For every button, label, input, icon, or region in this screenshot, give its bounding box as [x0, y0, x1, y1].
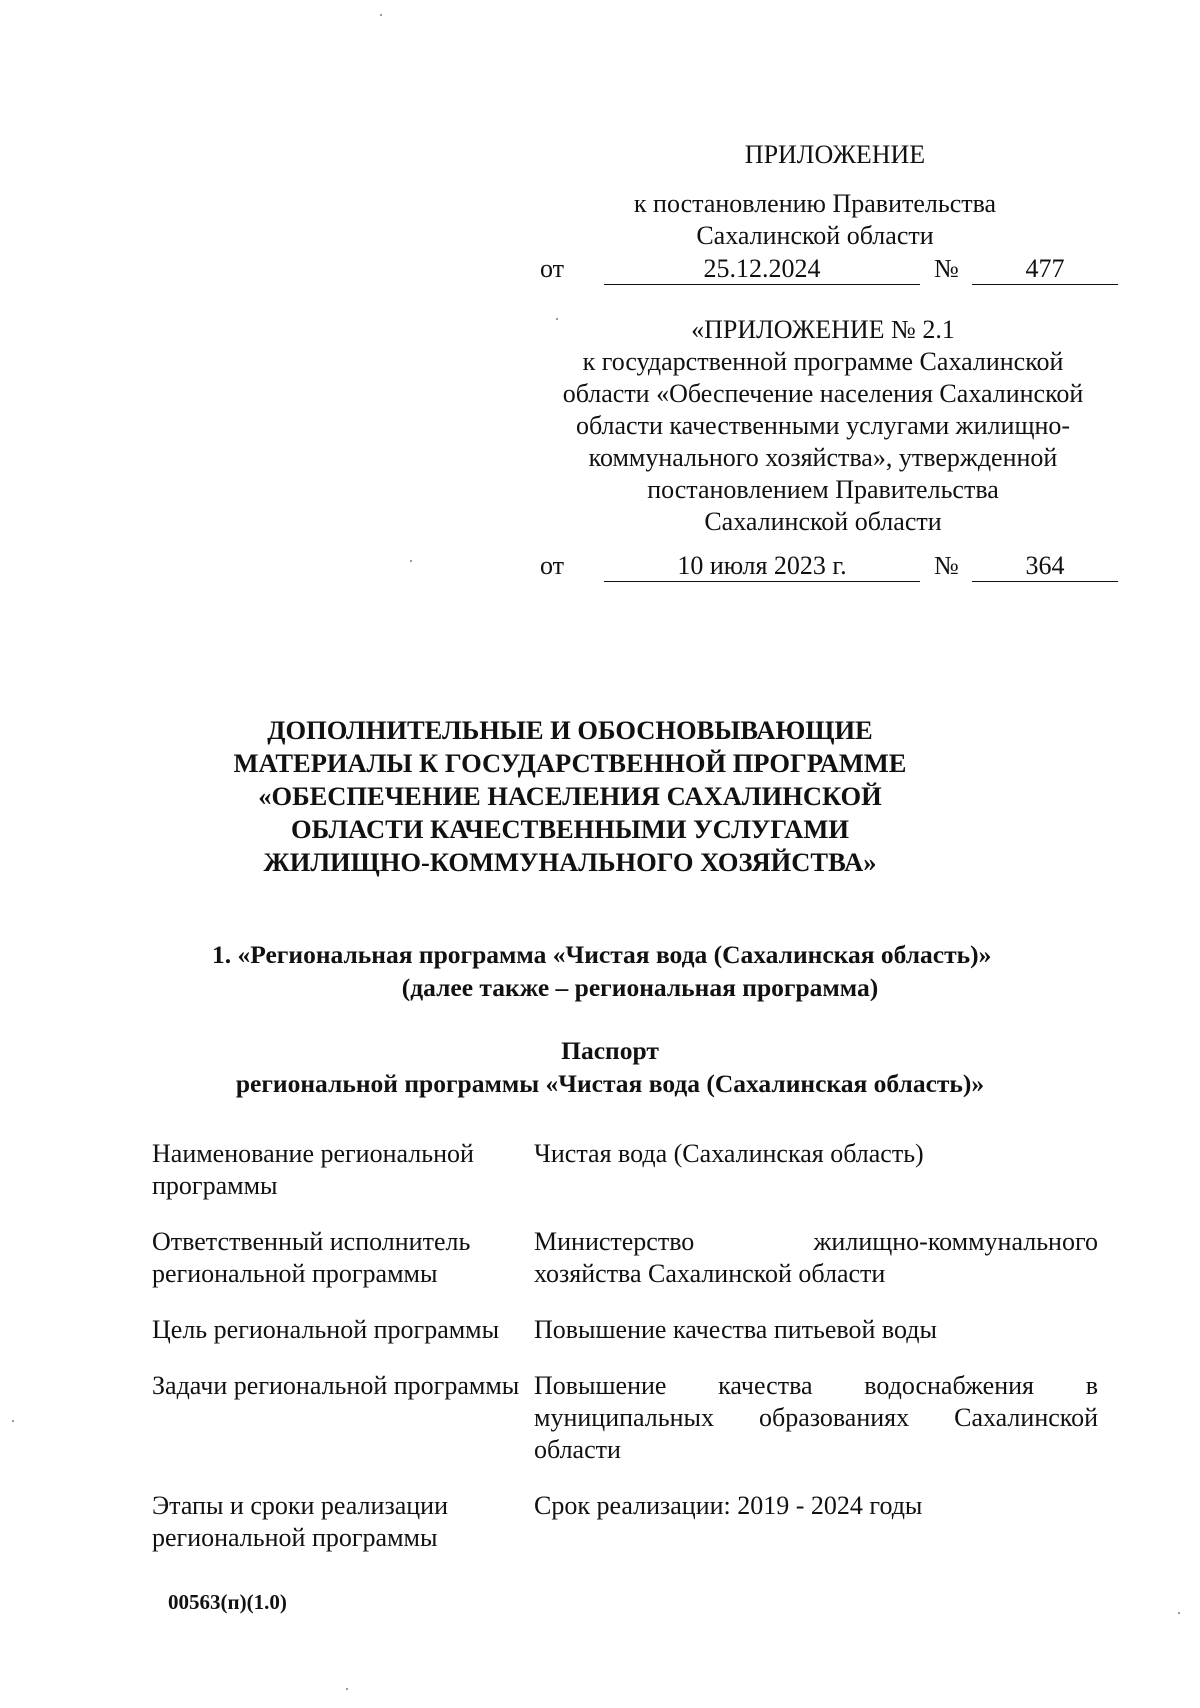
- resolution-line-2: Сахалинской области: [696, 221, 934, 250]
- table-row: [152, 1138, 1098, 1226]
- row-label: Задачи региональной программы: [152, 1371, 520, 1400]
- passport-subtitle: региональной программы «Чистая вода (Сахалинская область)»: [235, 1069, 985, 1098]
- ot-label: от: [540, 254, 565, 283]
- title-line: ЖИЛИЩНО-КОММУНАЛЬНОГО ХОЗЯЙСТВА»: [263, 847, 877, 877]
- prior-appendix-line: коммунального хозяйства», утвержденной: [588, 443, 1058, 472]
- scan-speck: [12, 1420, 14, 1422]
- prior-appendix-line: области качественными услугами жилищно-: [575, 411, 1071, 440]
- prior-number: 364: [972, 551, 1118, 582]
- prior-date: 10 июля 2023 г.: [604, 551, 920, 582]
- scan-speck: [1178, 1612, 1180, 1614]
- table-row: [152, 1314, 1098, 1370]
- section-heading: [160, 938, 1120, 1004]
- title-line: ДОПОЛНИТЕЛЬНЫЕ И ОБОСНОВЫВАЮЩИЕ: [267, 715, 873, 745]
- passport-title: Паспорт: [561, 1036, 659, 1065]
- scan-speck: [410, 560, 412, 562]
- prior-appendix-line: «ПРИЛОЖЕНИЕ № 2.1: [691, 315, 955, 344]
- scan-speck: [346, 1688, 348, 1690]
- appendix-title: ПРИЛОЖЕНИЕ: [744, 140, 926, 169]
- row-label: Наименование региональной программы: [152, 1139, 474, 1200]
- prior-appendix-line: Сахалинской области: [704, 507, 942, 536]
- document-code: 00563(п)(1.0): [168, 1590, 287, 1614]
- section-heading-line-2: (далее также – региональная программа): [401, 973, 879, 1002]
- table-row: [152, 1370, 1098, 1490]
- row-value: Повышение качества водоснабжения в муниципальных образованиях Сахалинской области: [534, 1371, 1098, 1464]
- row-label: Ответственный исполнитель региональной программы: [152, 1227, 471, 1288]
- row-value: Министерство жилищно-коммунального хозяйства Сахалинской области: [534, 1227, 1098, 1288]
- resolution-date: 25.12.2024: [604, 254, 920, 285]
- row-value: Чистая вода (Сахалинская область): [534, 1139, 924, 1168]
- resolution-reference: [520, 188, 1110, 252]
- table-row: [152, 1226, 1098, 1314]
- prior-appendix-line: области «Обеспечение населения Сахалинской: [562, 379, 1084, 408]
- title-line: ОБЛАСТИ КАЧЕСТВЕННЫМИ УСЛУГАМИ: [290, 814, 850, 844]
- row-label: Цель региональной программы: [152, 1315, 500, 1344]
- scan-speck: [556, 318, 558, 320]
- passport-table: [152, 1138, 1098, 1578]
- prior-appendix-line: постановлением Правительства: [647, 475, 999, 504]
- row-value: Срок реализации: 2019 - 2024 годы: [534, 1491, 923, 1520]
- document-title: [160, 714, 980, 879]
- number-sign: №: [934, 254, 959, 283]
- resolution-date-line: [540, 254, 1120, 294]
- title-line: «ОБЕСПЕЧЕНИЕ НАСЕЛЕНИЯ САХАЛИНСКОЙ: [258, 781, 882, 811]
- prior-date-line: [540, 551, 1120, 591]
- ot-label: от: [540, 551, 565, 580]
- prior-appendix-block: [528, 314, 1118, 538]
- scan-speck: [380, 14, 382, 16]
- resolution-number: 477: [972, 254, 1118, 285]
- prior-appendix-line: к государственной программе Сахалинской: [582, 347, 1064, 376]
- row-label: Этапы и сроки реализации региональной программы: [152, 1491, 448, 1552]
- title-line: МАТЕРИАЛЫ К ГОСУДАРСТВЕННОЙ ПРОГРАММЕ: [233, 748, 907, 778]
- number-sign: №: [934, 551, 959, 580]
- section-heading-line-1: 1. «Региональная программа «Чистая вода (Сахалинская область)»: [212, 940, 992, 969]
- row-value: Повышение качества питьевой воды: [534, 1315, 937, 1344]
- table-row: [152, 1490, 1098, 1578]
- resolution-line-1: к постановлению Правительства: [633, 189, 997, 218]
